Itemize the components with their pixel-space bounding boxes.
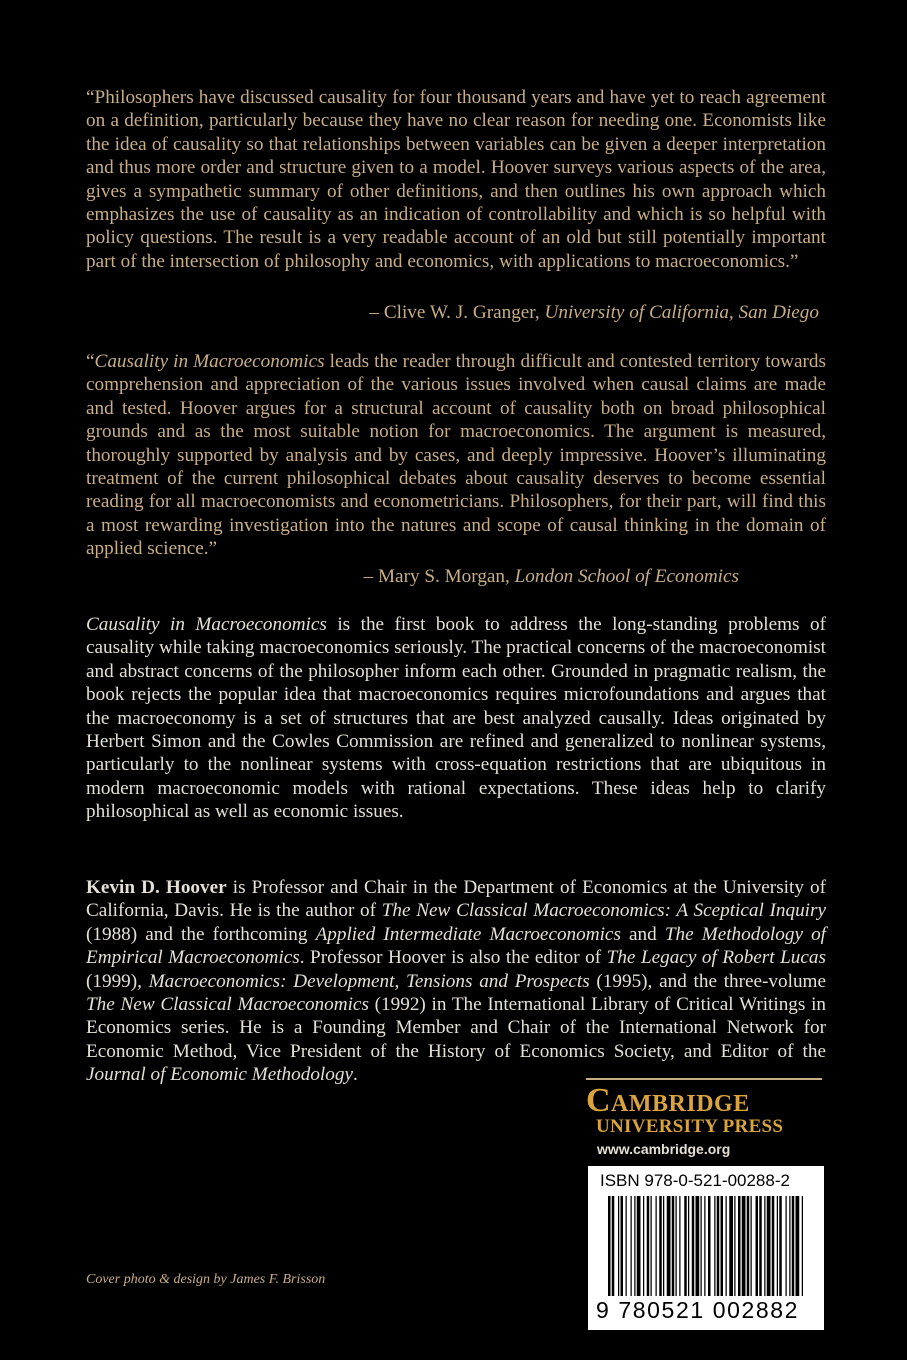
barcode-bar (612, 1196, 615, 1296)
barcode-bar (759, 1196, 762, 1296)
barcode-bar (738, 1196, 741, 1296)
barcode-bar (679, 1196, 680, 1296)
bio-journal-title: Journal of Economic Methodology (86, 1064, 353, 1086)
isbn-label: ISBN 978-0-521-00288-2 (600, 1171, 790, 1190)
barcode-bar (772, 1196, 775, 1296)
barcode-bar (684, 1196, 687, 1296)
isbn-barcode (588, 1166, 824, 1330)
barcode-bar (667, 1196, 671, 1296)
barcode-bar (726, 1196, 727, 1296)
bio-book-title: Applied Intermediate Macroeconomics (315, 923, 621, 945)
bio-text: is Professor and Chair in the Department of Economics at the University of California, Davis. He is the author of (86, 877, 826, 922)
endorsement-quote-morgan (86, 350, 826, 561)
barcode-bar (659, 1196, 662, 1296)
bio-text: (1992) in The International Library of Critical Writings in Economics series. He is a Founding Member and Chair of the International Network for Economic Method, Vice President of the History of Economics Society, and Editor of the (86, 994, 827, 1062)
barcode-bar (647, 1196, 650, 1296)
quote-attribution-granger (369, 301, 819, 324)
barcode-bar (643, 1196, 644, 1296)
bio-text: (1995), and the three-volume (589, 970, 826, 992)
barcode-bar (618, 1196, 619, 1296)
bio-text: . Professor Hoover is also the editor of (299, 947, 607, 969)
bio-book-title: The Legacy of Robert Lucas (606, 947, 826, 969)
attribution-affiliation: London School of Economics (514, 566, 739, 587)
barcode-bar (777, 1196, 778, 1296)
bio-book-title: Macroeconomics: Development, Tensions and Prospects (148, 970, 590, 992)
barcode-bar (696, 1196, 700, 1296)
bio-text: (1999), (86, 970, 149, 992)
barcode-bar (717, 1196, 720, 1296)
publisher-logo-subtitle: UNIVERSITY PRESS (596, 1116, 784, 1137)
bio-text: . (352, 1064, 358, 1086)
endorsement-quote-granger (86, 86, 826, 273)
publisher-logo: Cambridge (586, 1082, 750, 1119)
bio-book-title: The New Classical Macroeconomics: A Sceptical Inquiry (381, 900, 826, 922)
barcode-bar (714, 1196, 715, 1296)
quote-text: leads the reader through difficult and contested territory towards comprehension and appreciation of the various issues involved when causal claims are made and tested. Hoover argues for a structural account of causality both on broad philosophical grounds and as the most suitable notion for macroeconomics. The argument is measured, thoroughly supported by analysis and by cases, and deeply impressive. Hoover’s illuminating treatment of the current philosophical debates about causality deserves to become essential reading for all macroeconomists and econometricians. Philosophers, for their part, will find this a most rewarding investigation into the natures and scope of causal thinking in the domain of applied science.” (86, 351, 826, 560)
barcode-bar (721, 1196, 724, 1296)
barcode-bar (637, 1196, 641, 1296)
barcode-bar (802, 1196, 803, 1296)
barcode-bar (779, 1196, 782, 1296)
author-name: Kevin D. Hoover (86, 877, 227, 898)
barcode-bar (796, 1196, 800, 1296)
barcode-bar (756, 1196, 759, 1296)
description-book-title: Causality in Macroeconomics (86, 614, 327, 635)
barcode-bar (676, 1196, 677, 1296)
barcode-bar (656, 1196, 657, 1296)
barcode-bar (701, 1196, 702, 1296)
barcode-bar (786, 1196, 787, 1296)
barcode-bar (621, 1196, 624, 1296)
barcode-bar (626, 1196, 627, 1296)
barcode-bar (767, 1196, 771, 1296)
barcode-bar (789, 1196, 790, 1296)
barcode-bar (747, 1196, 750, 1296)
book-description (86, 613, 826, 824)
barcode-bar (742, 1196, 746, 1296)
attribution-name: – Mary S. Morgan, (363, 566, 515, 587)
publisher-divider (586, 1078, 822, 1080)
bio-text: (1988) and the forthcoming (86, 923, 316, 945)
description-text: is the first book to address the long-standing problems of causality while taking macroeconomics seriously. The practical concerns of the macroeconomist and abstract concerns of the philosopher inform each other. Grounded in pragmatic realism, the book rejects the popular idea that macroeconomics requires microfoundations and argues that the macroeconomy is a set of structures that are best analyzed causally. Ideas originated by Herbert Simon and the Cowles Commission are refined and generalized to nonlinear systems, particularly to the nonlinear systems with cross-equation restrictions that are ubiquitous in modern macroeconomic models with rational expectations. These ideas help to clarify philosophical as well as economic issues. (86, 614, 826, 823)
barcode-bar (708, 1196, 711, 1296)
author-bio (86, 876, 826, 1087)
quote-attribution-morgan (364, 565, 739, 588)
barcode-bar (751, 1196, 752, 1296)
barcode-bar (729, 1196, 733, 1296)
cover-credit: Cover photo & design by James F. Brisson (86, 1272, 326, 1287)
publisher-url: www.cambridge.org (597, 1141, 731, 1157)
barcode-bar (734, 1196, 735, 1296)
bio-book-title: The New Classical Macroeconomics (86, 994, 369, 1016)
bio-text: and (620, 923, 665, 945)
barcode-bar (792, 1196, 795, 1296)
barcode-bar (672, 1196, 675, 1296)
barcode-bar (704, 1196, 705, 1296)
barcode-bar (663, 1196, 664, 1296)
attribution-name: – Clive W. J. Granger, (369, 302, 545, 323)
barcode-bar (608, 1196, 611, 1296)
quote-text: “Philosophers have discussed causality for four thousand years and have yet to reach agreement on a definition, particularly because they have no clear reason for needing one. Economists like the idea of causality so that relationships between variables can be given a deeper interpretation and thus more order and structure given to a model. Hoover surveys various aspects of the area, gives a sympathetic summary of other definitions, and then outlines his own approach which emphasizes the use of causality as an indication of controllability and which is so helpful with policy questions. The result is a very readable account of an old but still potentially important part of the intersection of philosophy and economics, with applications to macroeconomics.” (86, 87, 826, 272)
barcode-bar (692, 1196, 695, 1296)
barcode-bars (608, 1196, 808, 1296)
barcode-bar (634, 1196, 635, 1296)
barcode-bar (764, 1196, 765, 1296)
barcode-bar (688, 1196, 689, 1296)
barcode-digits: 9 780521 002882 (596, 1297, 800, 1323)
barcode-bar (651, 1196, 652, 1296)
barcode-bar (631, 1196, 632, 1296)
quote-open-mark: “ (86, 351, 95, 372)
attribution-affiliation: University of California, San Diego (544, 302, 819, 323)
quote-book-title: Causality in Macroeconomics (94, 351, 325, 372)
bio-book-title: The Methodology of Empirical Macroeconomics (86, 923, 826, 969)
